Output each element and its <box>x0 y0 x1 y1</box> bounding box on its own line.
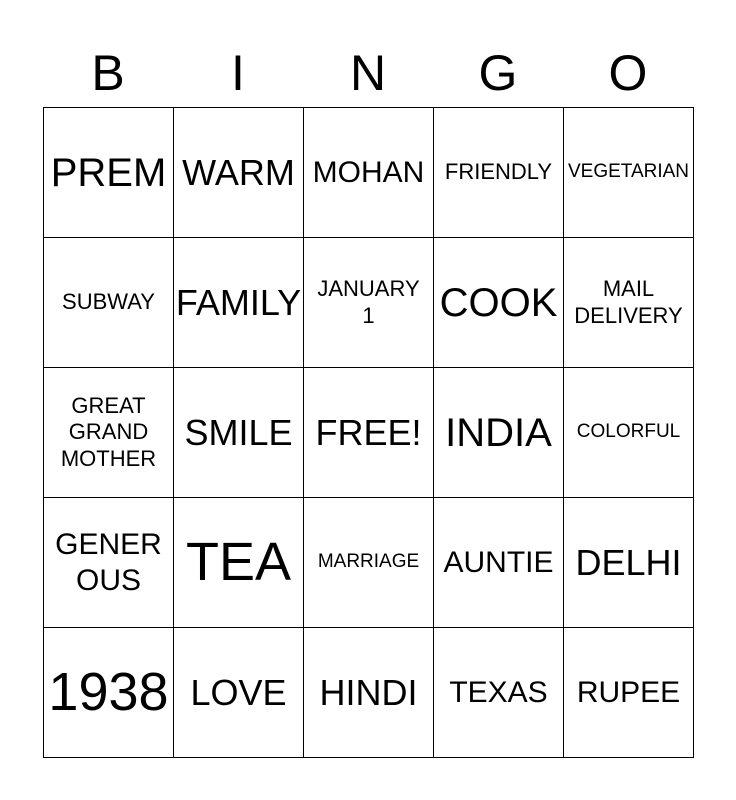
bingo-cell-r1c2[interactable]: WARM <box>174 108 304 238</box>
bingo-cell-r5c1[interactable]: 1938 <box>44 628 174 758</box>
bingo-cell-r4c1[interactable]: GENER OUS <box>44 498 174 628</box>
bingo-cell-r1c3[interactable]: MOHAN <box>304 108 434 238</box>
header-letter-i: I <box>231 45 245 101</box>
bingo-cell-r4c2[interactable]: TEA <box>174 498 304 628</box>
bingo-cell-r2c2[interactable]: FAMILY <box>174 238 304 368</box>
bingo-cell-r3c1[interactable]: GREAT GRAND MOTHER <box>44 368 174 498</box>
bingo-cell-r5c4[interactable]: TEXAS <box>434 628 564 758</box>
bingo-cell-r4c3[interactable]: MARRIAGE <box>304 498 434 628</box>
bingo-cell-r3c2[interactable]: SMILE <box>174 368 304 498</box>
bingo-cell-r2c4[interactable]: COOK <box>434 238 564 368</box>
bingo-cell-r3c3[interactable]: FREE! <box>304 368 434 498</box>
bingo-cell-r1c4[interactable]: FRIENDLY <box>434 108 564 238</box>
bingo-cell-r2c1[interactable]: SUBWAY <box>44 238 174 368</box>
bingo-cell-r5c5[interactable]: RUPEE <box>564 628 694 758</box>
bingo-board <box>43 107 694 758</box>
bingo-cell-r3c5[interactable]: COLORFUL <box>564 368 694 498</box>
bingo-cell-r5c3[interactable]: HINDI <box>304 628 434 758</box>
header-letter-n: N <box>349 45 387 101</box>
bingo-cell-r2c5[interactable]: MAIL DELIVERY <box>564 238 694 368</box>
header-letter-g: G <box>478 45 518 101</box>
bingo-cell-r5c2[interactable]: LOVE <box>174 628 304 758</box>
header-letter-o: O <box>608 45 648 101</box>
bingo-cell-r3c4[interactable]: INDIA <box>434 368 564 498</box>
bingo-header <box>43 40 693 106</box>
bingo-cell-r4c4[interactable]: AUNTIE <box>434 498 564 628</box>
bingo-cell-r2c3[interactable]: JANUARY 1 <box>304 238 434 368</box>
header-letter-b: B <box>91 45 125 101</box>
bingo-cell-r1c5[interactable]: VEGETARIAN <box>564 108 694 238</box>
bingo-cell-r1c1[interactable]: PREM <box>44 108 174 238</box>
bingo-cell-r4c5[interactable]: DELHI <box>564 498 694 628</box>
